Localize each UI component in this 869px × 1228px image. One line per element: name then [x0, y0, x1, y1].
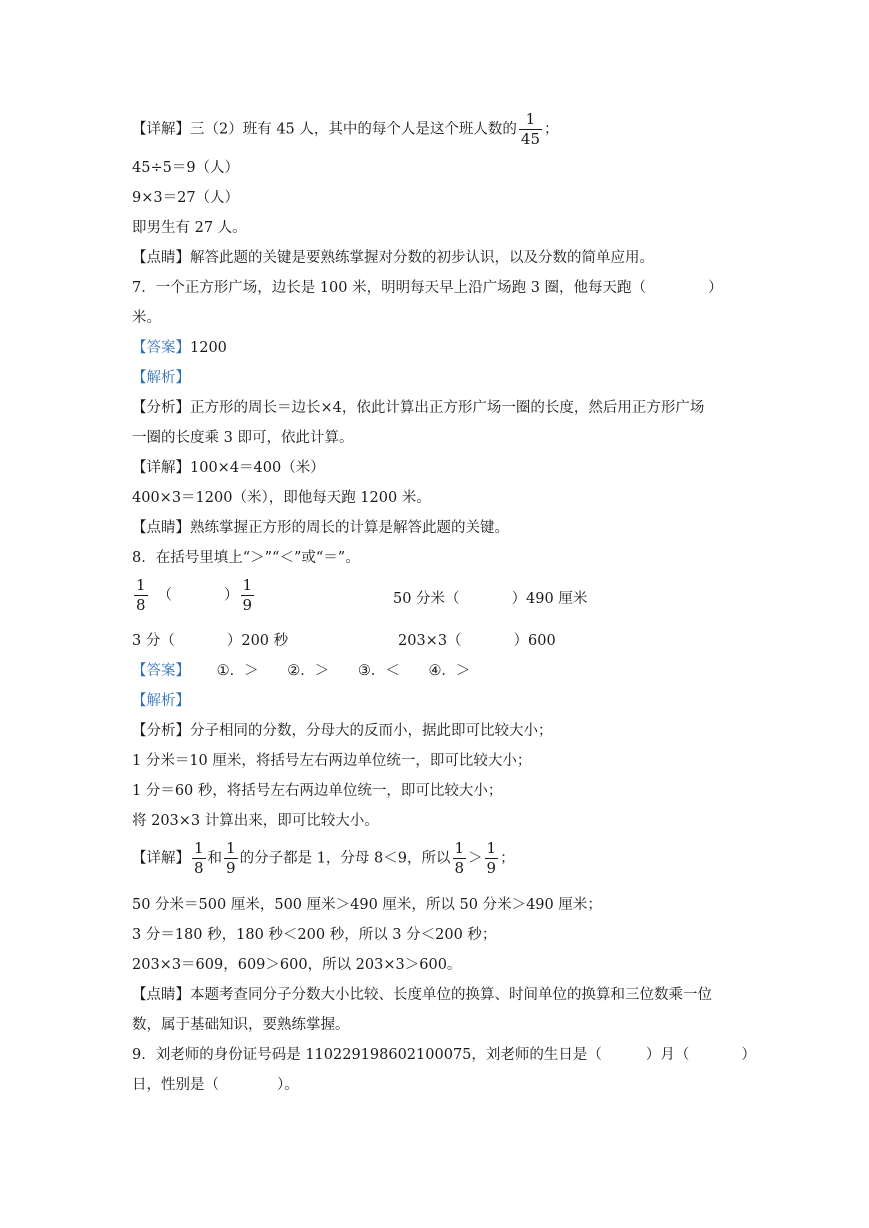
q8-xiangjie-line1 [132, 841, 515, 876]
q7-answer-value: 1200 [190, 340, 227, 356]
q9-gender-close: ）。 [277, 1077, 299, 1093]
q8-answer-4: ④．＞ [428, 663, 471, 679]
q8-title: 8．在括号里填上“＞”“＜”或“＝”。 [132, 550, 360, 566]
q8-xiangjie-line3: 3 分＝180 秒，180 秒＜200 秒，所以 3 分＜200 秒； [132, 927, 497, 943]
q7-question-line1 [132, 278, 723, 298]
fraction-denominator: 8 [194, 859, 204, 877]
fraction-numerator: 1 [242, 576, 253, 594]
q9-question-line1 [132, 1045, 756, 1065]
fraction-denominator: 45 [520, 130, 540, 148]
q6-conclusion: 即男生有 27 人。 [132, 220, 247, 236]
q8-dianjing-line2: 数，属于基础知识，要熟练掌握。 [132, 1017, 350, 1033]
answer-tag: 【答案】 [132, 663, 190, 679]
q8-xiangjie-line4: 203×3＝609，609＞600，所以 203×3＞600。 [132, 957, 462, 973]
q8-item2 [393, 589, 587, 609]
q8-dianjing-line1: 【点睛】本题考查同分子分数大小比较、长度单位的换算、时间单位的换算和三位数乘一位 [132, 987, 712, 1003]
q8-xiangjie-text: 的分子都是 1，分母 8＜9，所以 [239, 850, 451, 867]
q8-answer-3: ③．＜ [357, 663, 400, 679]
q7-xiangjie-line2: 400×3＝1200（米），即他每天跑 1200 米。 [132, 490, 431, 506]
q9-gender-open: 日，性别是（ [132, 1077, 219, 1093]
q8-answer-2: ②．＞ [287, 663, 330, 679]
q9-day-close: ） [741, 1047, 756, 1063]
fraction-1-8 [134, 578, 148, 613]
q6-dianjing: 【点睛】解答此题的关键是要熟练掌握对分数的初步认识，以及分数的简单应用。 [132, 250, 654, 266]
q7-fenxi-line1: 【分析】正方形的周长＝边长×4，依此计算出正方形广场一圈的长度，然后用正方形广场 [132, 400, 705, 416]
q9-question-text: 9．刘老师的身份证号码是 110229198602100075，刘老师的生日是（ [132, 1047, 602, 1063]
fraction-1-9 [485, 841, 499, 876]
q8-fenxi-line1: 【分析】分子相同的分数，分母大的反而小，据此即可比较大小； [132, 723, 553, 739]
q8-answer-line [132, 661, 470, 681]
q8-item4 [398, 631, 556, 651]
fraction-denominator: 9 [486, 859, 497, 877]
q9-question-line2 [132, 1075, 299, 1095]
q9-month-close: ）月（ [645, 1047, 690, 1063]
fraction-denominator: 9 [242, 596, 253, 614]
fraction-1-8 [453, 841, 467, 876]
q6-calc-2: 9×3＝27（人） [132, 190, 240, 206]
q8-fenxi-line4: 将 203×3 计算出来，即可比较大小。 [132, 813, 379, 829]
fraction-numerator: 1 [454, 839, 465, 857]
q8-item1 [132, 578, 256, 613]
q6-detail-line [132, 112, 559, 147]
q8-item4-left: 203×3（ [398, 633, 462, 649]
fraction-1-45 [519, 112, 542, 147]
q7-question-text: 7．一个正方形广场，边长是 100 米，明明每天早上沿广场跑 3 圈，他每天跑（ [132, 280, 647, 296]
greater-than: ＞ [468, 850, 483, 867]
q8-item3-left: 3 分（ [132, 633, 175, 649]
q6-calc-1: 45÷5＝9（人） [132, 160, 240, 176]
q8-answer-1: ①．＞ [216, 663, 259, 679]
q7-blank-close: ） [708, 280, 723, 296]
fraction-denominator: 8 [454, 859, 465, 877]
fraction-numerator: 1 [486, 839, 497, 857]
q7-xiangjie-line1: 【详解】100×4＝400（米） [132, 460, 325, 476]
xiangjie-tag: 【详解】 [132, 850, 190, 867]
q7-question-line2: 米。 [132, 310, 161, 326]
q8-item1-open: （ [157, 587, 173, 604]
jiexi-tag: 【解析】 [132, 693, 190, 709]
q6-detail-text: 【详解】三（2）班有 45 人，其中的每个人是这个班人数的 [132, 121, 517, 138]
q8-item3-right: ）200 秒 [226, 633, 289, 649]
fraction-1-9 [241, 578, 255, 613]
punctuation: ； [500, 850, 515, 867]
q8-fenxi-line2: 1 分米＝10 厘米，将括号左右两边单位统一，即可比较大小； [132, 753, 532, 769]
q8-fenxi-line3: 1 分＝60 秒，将括号左右两边单位统一，即可比较大小； [132, 783, 503, 799]
q8-item3 [132, 631, 288, 651]
fraction-denominator: 9 [226, 859, 236, 877]
q8-item1-close: ） [224, 587, 239, 604]
fraction-numerator: 1 [226, 839, 236, 857]
fraction-numerator: 1 [136, 576, 146, 594]
answer-tag: 【答案】 [132, 340, 190, 356]
q7-answer-line [132, 338, 227, 358]
q8-item4-right: ）600 [513, 633, 556, 649]
q8-item2-left: 50 分米（ [393, 591, 460, 607]
q7-dianjing: 【点睛】熟练掌握正方形的周长的计算是解答此题的关键。 [132, 520, 509, 536]
conjunction: 和 [207, 850, 223, 867]
fraction-numerator: 1 [519, 112, 542, 130]
fraction-1-8 [192, 841, 206, 876]
q8-xiangjie-line2: 50 分米＝500 厘米，500 厘米＞490 厘米，所以 50 分米＞490 厘米； [132, 897, 602, 913]
fraction-numerator: 1 [194, 839, 204, 857]
fraction-denominator: 8 [136, 596, 146, 614]
fraction-1-9 [224, 841, 238, 876]
q7-fenxi-line2: 一圈的长度乘 3 即可，依此计算。 [132, 430, 354, 446]
q8-item2-right: ）490 厘米 [511, 591, 588, 607]
jiexi-tag: 【解析】 [132, 370, 190, 386]
punctuation: ； [544, 121, 559, 138]
